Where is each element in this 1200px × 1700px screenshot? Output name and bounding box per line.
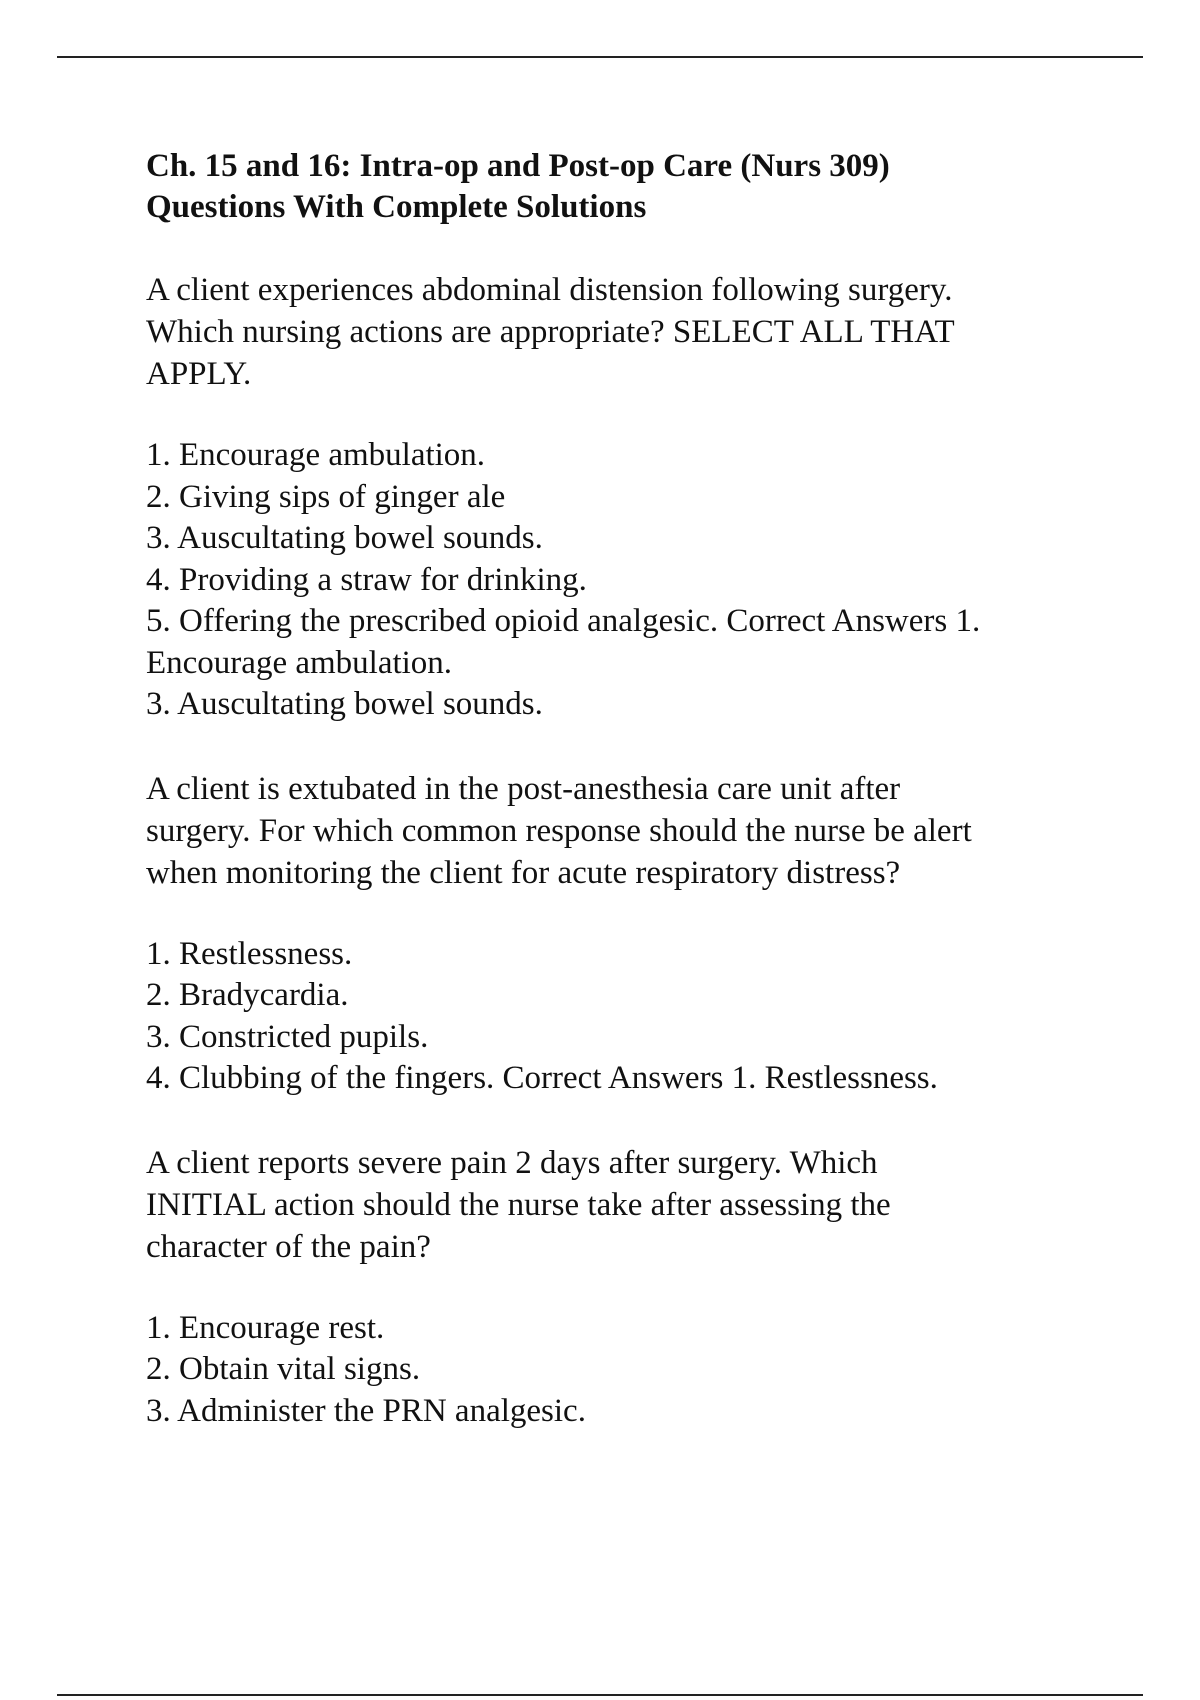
option-line: 1. Encourage ambulation. xyxy=(146,437,486,473)
question-text xyxy=(146,269,1136,395)
question-block xyxy=(146,269,1136,726)
option-line: 2. Obtain vital signs. xyxy=(146,1351,421,1387)
title-line: Ch. 15 and 16: Intra-op and Post-op Care (Nurs 309) xyxy=(146,148,890,184)
top-rule xyxy=(57,56,1143,58)
option-line: 3. Constricted pupils. xyxy=(146,1018,429,1055)
question-text xyxy=(146,1142,1136,1268)
question-line: Which nursing actions are appropriate? SELECT ALL THAT xyxy=(146,314,955,350)
answer-options xyxy=(146,435,1136,726)
option-line: 2. Bradycardia. xyxy=(146,977,349,1013)
question-block xyxy=(146,768,1136,1100)
question-line: A client is extubated in the post-anesthesia care unit after xyxy=(146,770,901,807)
title-line: Questions With Complete Solutions xyxy=(146,189,647,225)
document-title xyxy=(146,146,1136,228)
option-line: 3. Administer the PRN analgesic. xyxy=(146,1392,586,1429)
option-line: 4. Providing a straw for drinking. xyxy=(146,561,587,598)
question-line: INITIAL action should the nurse take after assessing the xyxy=(146,1186,891,1223)
option-line: 1. Encourage rest. xyxy=(146,1309,385,1346)
bottom-rule xyxy=(57,1694,1143,1696)
answer-options xyxy=(146,1308,1136,1433)
option-line: Encourage ambulation. xyxy=(146,644,453,681)
question-line: when monitoring the client for acute respiratory distress? xyxy=(146,854,901,891)
option-line: 3. Auscultating bowel sounds. xyxy=(146,520,543,556)
question-line: surgery. For which common response should the nurse be alert xyxy=(146,812,972,849)
option-line: 4. Clubbing of the fingers. Correct Answers 1. Restlessness. xyxy=(146,1060,938,1096)
option-line: 2. Giving sips of ginger ale xyxy=(146,478,506,515)
option-line: 5. Offering the prescribed opioid analgesic. Correct Answers 1. xyxy=(146,603,981,639)
question-text xyxy=(146,768,1136,894)
option-line: 3. Auscultating bowel sounds. xyxy=(146,686,543,722)
option-line: 1. Restlessness. xyxy=(146,935,353,972)
answer-options xyxy=(146,934,1136,1100)
question-block xyxy=(146,1142,1136,1433)
question-line: A client experiences abdominal distension following surgery. xyxy=(146,272,953,308)
question-line: APPLY. xyxy=(146,356,252,392)
question-line: character of the pain? xyxy=(146,1228,431,1265)
question-line: A client reports severe pain 2 days after surgery. Which xyxy=(146,1144,878,1181)
document-body xyxy=(146,146,1136,1432)
